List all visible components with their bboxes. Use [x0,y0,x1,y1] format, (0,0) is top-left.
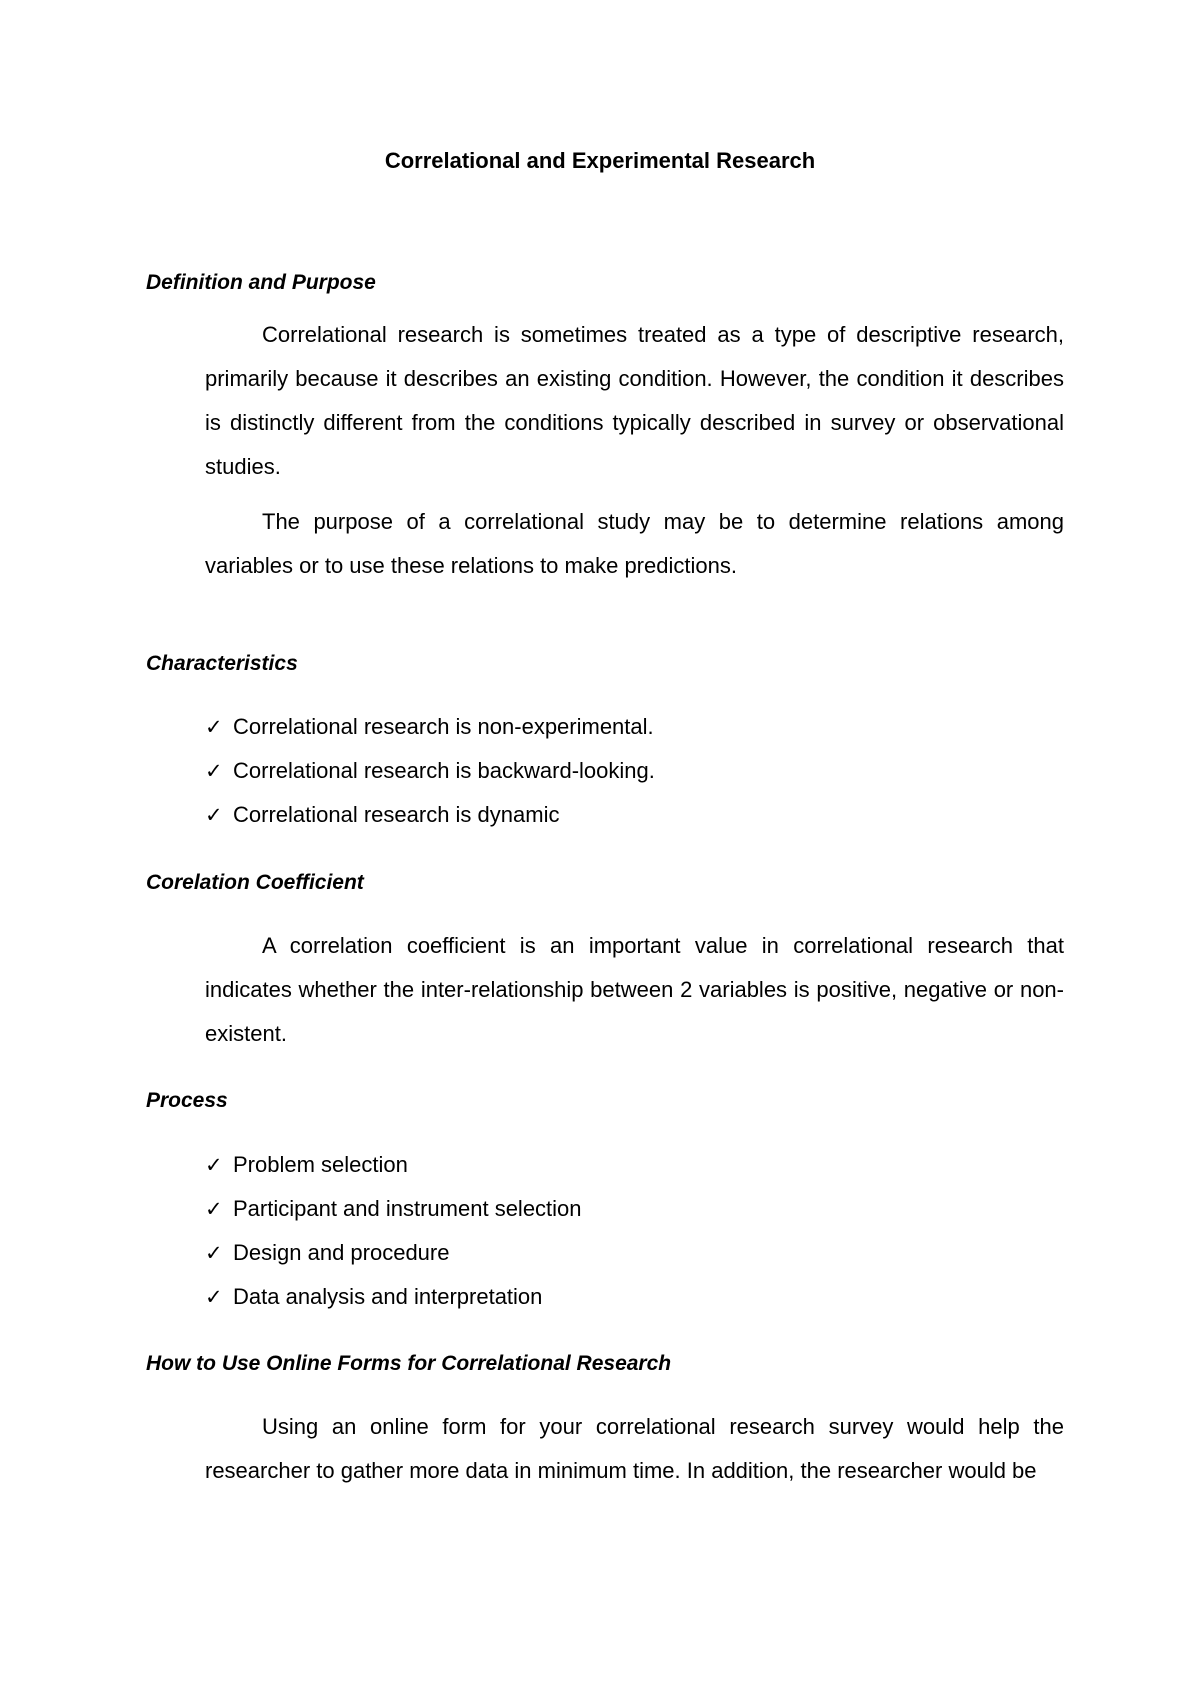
definition-paragraph-2: The purpose of a correlational study may be to determine relations among variables or to use these relations to make predictions. [205,509,1064,578]
characteristics-list [205,713,655,845]
online-forms-paragraph: Using an online form for your correlational research survey would help the researcher to gather more data in minimum time. In addition, the researcher would be [205,1414,1064,1483]
list-item-text: Correlational research is backward-looking. [233,758,655,783]
coefficient-paragraph: A correlation coefficient is an important value in correlational research that indicates whether the inter-relationship between 2 variables is positive, negative or non-existent. [205,933,1064,1046]
list-item [205,801,655,845]
section-heading-online-forms: How to Use Online Forms for Correlational Research [146,1352,672,1375]
list-item-text: Problem selection [233,1152,408,1177]
list-item-text: Participant and instrument selection [233,1196,582,1221]
check-mark-icon: ✓ [205,1153,223,1177]
section-heading-process: Process [146,1089,228,1112]
list-item [205,1239,582,1283]
section-heading-characteristics: Characteristics [146,652,298,675]
check-mark-icon: ✓ [205,1197,223,1221]
definition-paragraph-1: Correlational research is sometimes treated as a type of descriptive research, primarily because it describes an existing condition. However, the condition it describes is distinctly different from the conditions typically described in survey or observational studies. [205,322,1064,479]
check-mark-icon: ✓ [205,803,223,827]
list-item [205,1195,582,1239]
check-mark-icon: ✓ [205,715,223,739]
section-heading-definition: Definition and Purpose [146,271,376,294]
list-item [205,1283,582,1327]
list-item [205,757,655,801]
check-mark-icon: ✓ [205,1285,223,1309]
section-heading-coefficient: Corelation Coefficient [146,871,364,894]
list-item-text: Data analysis and interpretation [233,1284,543,1309]
list-item-text: Design and procedure [233,1240,450,1265]
list-item [205,1151,582,1195]
page-title: Correlational and Experimental Research [384,148,816,173]
process-list [205,1151,582,1327]
list-item [205,713,655,757]
list-item-text: Correlational research is non-experimental. [233,714,654,739]
list-item-text: Correlational research is dynamic [233,802,560,827]
check-mark-icon: ✓ [205,1241,223,1265]
check-mark-icon: ✓ [205,759,223,783]
